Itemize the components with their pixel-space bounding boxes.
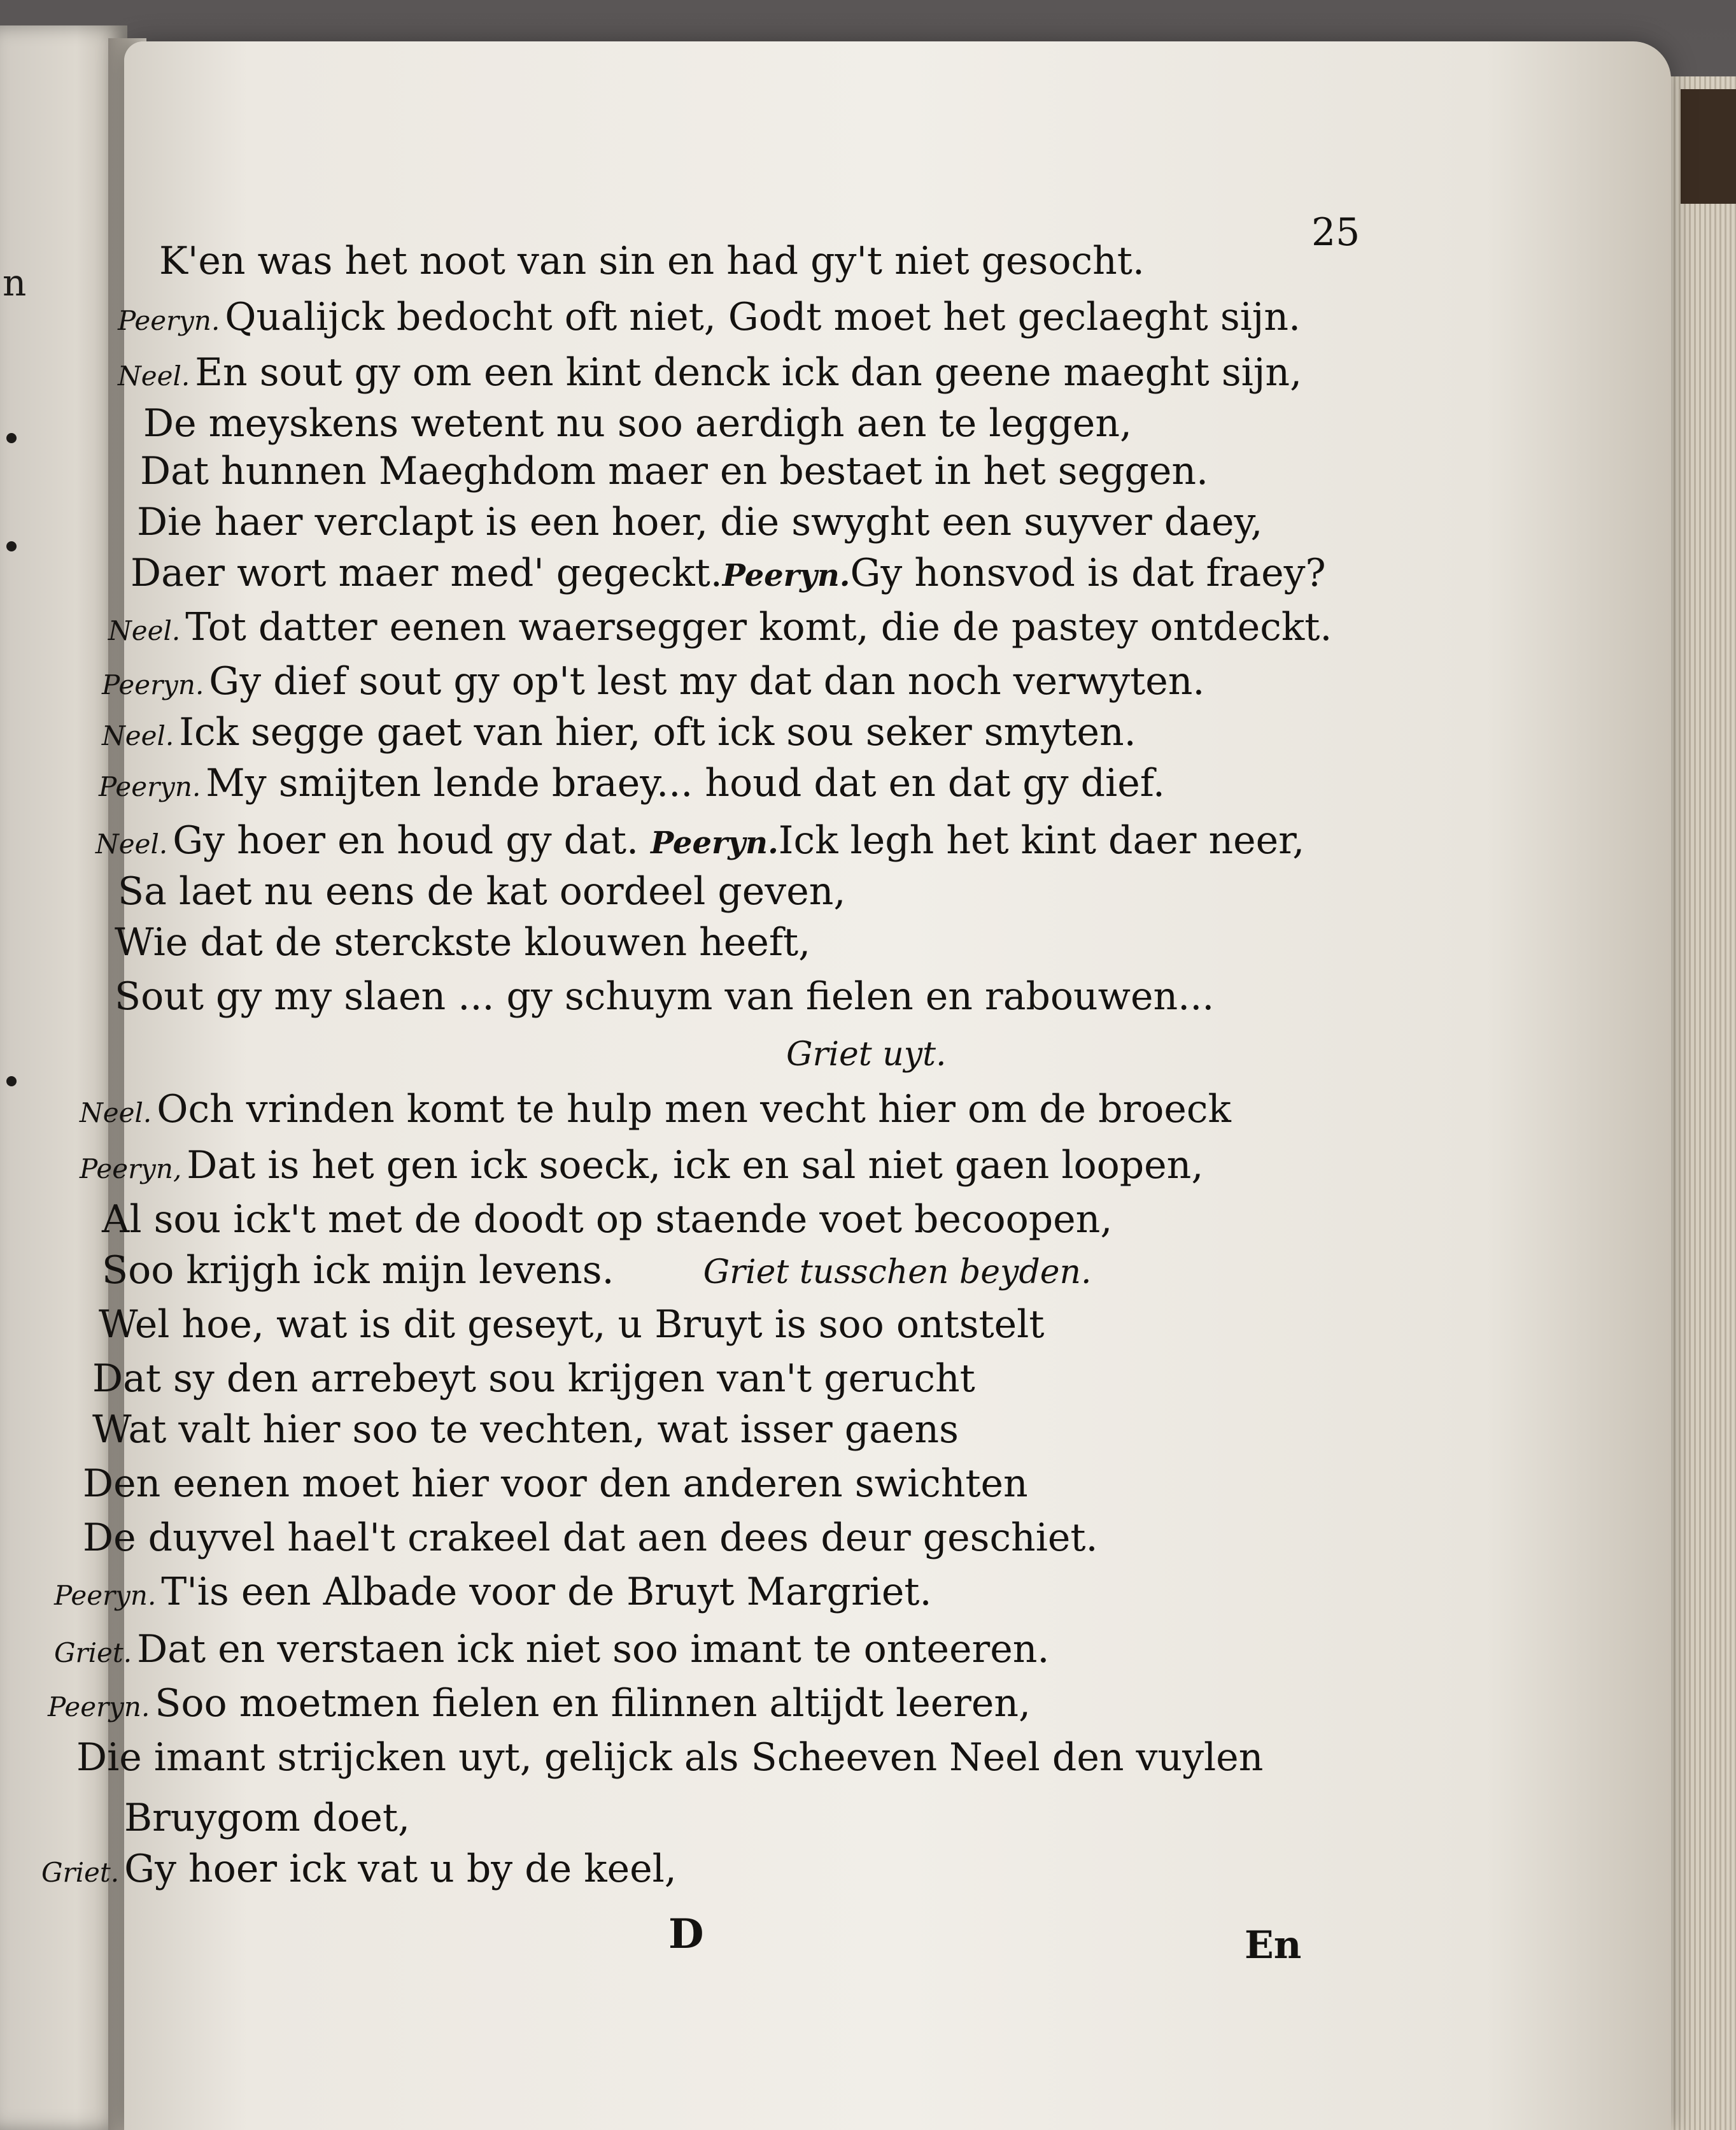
verse-line xyxy=(140,449,1209,493)
speaker-label: Peeryn. xyxy=(118,305,220,336)
page-number: 25 xyxy=(1311,210,1360,255)
verse-line xyxy=(54,1627,1050,1672)
line-text: Soo moetmen fielen en filinnen altijdt leeren, xyxy=(155,1681,1031,1726)
line-text: Die haer verclapt is een hoer, die swyght een suyver daey, xyxy=(137,500,1263,544)
verse-line xyxy=(80,1143,1204,1188)
verse-line xyxy=(80,1087,1231,1132)
line-text: T'is een Albade voor de Bruyt Margriet. xyxy=(161,1570,932,1614)
line-text: Ick segge gaet van hier, oft ick sou seker smyten. xyxy=(179,710,1136,755)
verse-line xyxy=(108,605,1332,650)
speaker-label: Peeryn. xyxy=(722,558,850,593)
speaker-label: Neel. xyxy=(118,360,190,392)
verse-line xyxy=(76,1735,1264,1780)
line-text: K'en was het noot van sin en had gy't niet gesocht. xyxy=(159,239,1145,283)
speaker-label: Peeryn. xyxy=(651,825,779,861)
speaker-label: Neel. xyxy=(80,1097,152,1128)
verse-line xyxy=(102,1197,1113,1242)
line-text: Qualijck bedocht oft niet, Godt moet het geclaeght sijn. xyxy=(225,295,1301,339)
speaker-label: Neel. xyxy=(95,828,168,860)
verse-line xyxy=(131,551,1326,595)
line-text: Dat en verstaen ick niet soo imant te onteeren. xyxy=(137,1627,1050,1672)
verse-line xyxy=(143,401,1133,446)
verse-line xyxy=(102,659,1205,704)
line-text: Wel hoe, wat is dit geseyt, u Bruyt is soo ontstelt xyxy=(99,1302,1045,1347)
line-text: Och vrinden komt te hulp men vecht hier om de broeck xyxy=(157,1087,1231,1132)
line-text: Ick legh het kint daer neer, xyxy=(778,818,1305,863)
line-text: Al sou ick't met de doodt op staende voet becoopen, xyxy=(102,1197,1113,1242)
verse-line xyxy=(48,1681,1031,1726)
verse-line xyxy=(159,239,1145,283)
verse-line xyxy=(137,500,1263,544)
line-text: Gy honsvod is dat fraey? xyxy=(850,551,1326,595)
line-text: Sout gy my slaen ... gy schuym van fielen en rabouwen... xyxy=(115,974,1215,1019)
line-text: Gy hoer en houd gy dat. xyxy=(173,818,639,863)
signature-mark: D xyxy=(668,1910,704,1958)
line-text: Gy dief sout gy op't lest my dat dan noch verwyten. xyxy=(209,659,1205,704)
verse-line xyxy=(92,1407,959,1452)
line-text: Wie dat de sterckste klouwen heeft, xyxy=(115,920,811,965)
verse-line xyxy=(102,1248,1092,1293)
stage-direction: Griet tusschen beyden. xyxy=(703,1253,1092,1291)
catchword: En xyxy=(1245,1923,1302,1968)
verse-line xyxy=(102,710,1136,755)
speaker-label: Peeryn. xyxy=(48,1691,150,1722)
speaker-label: Peeryn. xyxy=(102,669,204,700)
line-text: Dat hunnen Maeghdom maer en bestaet in het seggen. xyxy=(140,449,1209,493)
verse-line xyxy=(118,295,1301,339)
line-text: Bruygom doet, xyxy=(124,1796,411,1840)
line-text: Den eenen moet hier voor den anderen swichten xyxy=(83,1461,1028,1506)
line-text: Dat sy den arrebeyt sou krijgen van't gerucht xyxy=(92,1356,975,1401)
line-text: Wat valt hier soo te vechten, wat isser gaens xyxy=(92,1407,959,1452)
speaker-label: Peeryn. xyxy=(54,1580,157,1611)
line-text: Daer wort maer med' gegeckt. xyxy=(131,551,723,595)
verse-line xyxy=(83,1461,1028,1506)
verse-line xyxy=(99,1302,1045,1347)
speaker-label: Peeryn, xyxy=(80,1153,182,1184)
speaker-label: Peeryn. xyxy=(99,771,201,802)
line-text: De duyvel hael't crakeel dat aen dees deur geschiet. xyxy=(83,1516,1098,1560)
verse-line xyxy=(95,818,1305,863)
line-text: Die imant strijcken uyt, gelijck als Scheeven Neel den vuylen xyxy=(76,1735,1264,1780)
line-text: En sout gy om een kint denck ick dan geene maeght sijn, xyxy=(195,350,1302,395)
verse-line xyxy=(54,1570,932,1614)
line-text: My smijten lende braey... houd dat en dat gy dief. xyxy=(206,761,1165,806)
speaker-label: Neel. xyxy=(108,615,181,646)
stage-direction: Griet uyt. xyxy=(786,1035,947,1074)
left-margin-glyph: n xyxy=(3,261,27,304)
line-text: De meyskens wetent nu soo aerdigh aen te leggen, xyxy=(143,401,1133,446)
verse-line xyxy=(99,761,1165,806)
speaker-label: Griet. xyxy=(54,1637,132,1668)
verse-line xyxy=(115,920,811,965)
line-text: Sa laet nu eens de kat oordeel geven, xyxy=(118,869,846,914)
line-text: Tot datter eenen waersegger komt, die de pastey ontdeckt. xyxy=(185,605,1332,650)
speaker-label: Griet. xyxy=(41,1857,120,1888)
line-text: Gy hoer ick vat u by de keel, xyxy=(124,1847,677,1891)
verse-line xyxy=(124,1796,411,1840)
verse-line xyxy=(83,1516,1098,1560)
verse-line xyxy=(115,974,1215,1019)
verse-line xyxy=(118,869,846,914)
line-text: Dat is het gen ick soeck, ick en sal niet gaen loopen, xyxy=(187,1143,1204,1188)
speaker-label: Neel. xyxy=(102,720,174,751)
verse-line xyxy=(92,1356,975,1401)
verse-line xyxy=(118,350,1302,395)
verse-line xyxy=(41,1847,677,1891)
line-text: Soo krijgh ick mijn levens. xyxy=(102,1248,614,1293)
